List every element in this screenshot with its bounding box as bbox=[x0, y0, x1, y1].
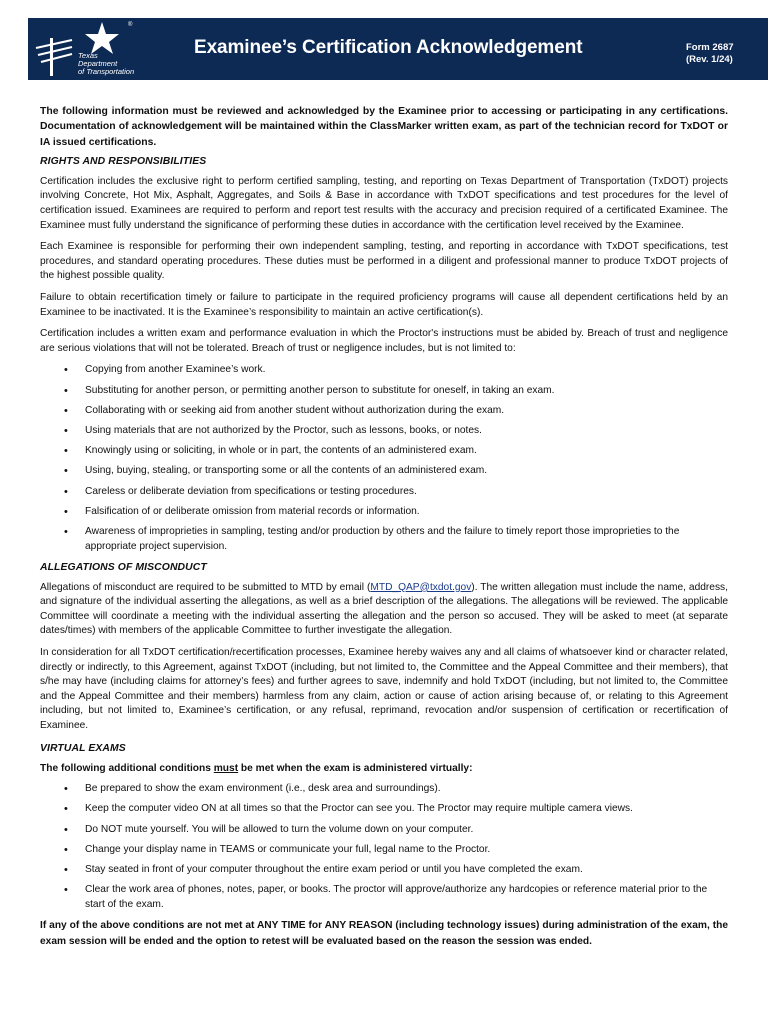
email-link[interactable]: MTD_QAP@txdot.gov bbox=[370, 581, 472, 593]
final-warning: If any of the above conditions are not met at ANY TIME for ANY REASON (including technology issues) during administration of the exam, the exam session will be ended and the option to retest will be evaluated based on the reason the session was ended. bbox=[40, 920, 728, 947]
list-item: • Collaborating with or seeking aid from another student without authorization during the exam. bbox=[40, 404, 728, 419]
list-item: • Careless or deliberate deviation from specifications or testing procedures. bbox=[40, 485, 728, 500]
list-item: • Falsification of or deliberate omission from material records or information. bbox=[40, 505, 728, 520]
misconduct-paragraph-2: In consideration for all TxDOT certification/recertification processes, Examinee hereby waives any and all claims of whatsoever kind or character related, directly or indirectly, to this Agreement, against TxDOT (including, but not limited to, the Committee and the Appeal Committee and their members), that s/he may have (including claims for attorney’s fees) and further agrees to save, indemnify and hold TxDOT (including, but not limited to, the Committee and the Appeal Committee and their members) harmless from any claim, action or cause of action arising because of, or relating to this Agreement including, but not limited to, Examinee’s certification, or any refusal, reprimand, revocation and/or suspension of certification or recertification of Examinee. bbox=[40, 647, 728, 732]
list-item: • Be prepared to show the exam environment (i.e., desk area and surroundings). bbox=[40, 782, 728, 797]
form-number bbox=[686, 42, 734, 66]
breach-list bbox=[40, 363, 728, 554]
lead-before: The following additional conditions bbox=[40, 762, 214, 774]
list-item: • Using materials that are not authorized by the Proctor, such as lessons, books, or notes. bbox=[40, 424, 728, 439]
registered-mark: ® bbox=[128, 22, 133, 28]
lead-after: be met when the exam is administered virtually: bbox=[238, 762, 473, 774]
rights-paragraph-4: Certification includes a written exam and performance evaluation in which the Proctor's instructions must be abided by. Breach of trust and negligence are serious violations that will not be tolerated. Breach of trust or negligence includes, but is not limited to: bbox=[40, 328, 728, 354]
form-id: Form 2687 bbox=[686, 42, 734, 53]
virtual-conditions-list bbox=[40, 782, 728, 912]
list-item: • Awareness of improprieties in sampling, testing and/or production by others and the failure to timely report those improprieties to the appropriate project supervision. bbox=[40, 525, 728, 554]
list-item: • Keep the computer video ON at all times so that the Proctor can see you. The Proctor may require multiple camera views. bbox=[40, 802, 728, 817]
txdot-logo bbox=[28, 18, 138, 80]
list-item: • Clear the work area of phones, notes, paper, or books. The proctor will approve/authorize any hardcopies or reference material prior to the start of the exam. bbox=[40, 883, 728, 912]
misconduct-heading: ALLEGATIONS OF MISCONDUCT bbox=[40, 561, 207, 573]
page-title: Examinee’s Certification Acknowledgement bbox=[194, 37, 583, 58]
list-item: • Substituting for another person, or permitting another person to substitute for oneself, in taking an exam. bbox=[40, 384, 728, 399]
logo-wordmark bbox=[78, 52, 134, 76]
lead-must: must bbox=[213, 762, 239, 774]
logo-line-3: of Transportation bbox=[78, 67, 135, 76]
form-revision: (Rev. 1/24) bbox=[686, 54, 733, 65]
list-item: • Using, buying, stealing, or transporting some or all the contents of an administered exam. bbox=[40, 464, 728, 479]
virtual-heading: VIRTUAL EXAMS bbox=[40, 742, 126, 754]
rights-paragraph-2: Each Examinee is responsible for performing their own independent sampling, testing, and reporting in accordance with TxDOT specifications, test procedures, and standard operating procedures. These duties must be performed in a diligent and professional manner to produce TxDOT projects of the highest possible quality. bbox=[40, 241, 728, 282]
rights-heading: RIGHTS AND RESPONSIBILITIES bbox=[40, 155, 207, 167]
misconduct-paragraph-1 bbox=[40, 581, 728, 639]
logo-line-2: Department bbox=[78, 59, 118, 68]
misconduct-text-before: Allegations of misconduct are required to be submitted to MTD by email ( bbox=[40, 581, 371, 593]
document-body bbox=[40, 104, 728, 949]
list-item: • Do NOT mute yourself. You will be allowed to turn the volume down on your computer. bbox=[40, 823, 728, 838]
rights-paragraph-1: Certification includes the exclusive right to perform certified sampling, testing, and reporting on Texas Department of Transportation (TxDOT) projects involving Concrete, Hot Mix, Asphalt, Aggregates, and Soils & Base in accordance with TxDOT specifications and test procedures for the level of certification issued. Examinees are required to perform and report test results with the accuracy and precision required of a certificated Examinee. The Examinee must fully understand the significance of performing these duties in accordance with the certification level received by the Examinee. bbox=[40, 175, 728, 231]
rights-paragraph-3: Failure to obtain recertification timely or failure to participate in the required proficiency programs will cause all dependent certifications held by an Examinee to be inactivated. It is the Examinee’s responsibility to maintain an active certification(s). bbox=[40, 292, 728, 318]
list-item: • Stay seated in front of your computer throughout the entire exam period or until you have completed the exam. bbox=[40, 863, 728, 878]
list-item: • Change your display name in TEAMS or communicate your full, legal name to the Proctor. bbox=[40, 843, 728, 858]
logo-line-1: Texas bbox=[78, 51, 98, 60]
virtual-lead bbox=[40, 762, 728, 777]
list-item: • Knowingly using or soliciting, in whole or in part, the contents of an administered exam. bbox=[40, 444, 728, 459]
list-item: • Copying from another Examinee’s work. bbox=[40, 363, 728, 378]
misconduct-text-after: ). The written allegation must include the name, address, and signature of the individual asserting the allegations, as well as a brief description of the allegations. The allegations will be reviewed. The applicable Committee will coordinate a meeting with the individual asserting the allegation and the person so accused. They will be asked to meet (at separate dates/times) with members of the applicable Committee to further investigate the allegation. bbox=[40, 581, 728, 637]
intro-paragraph: The following information must be reviewed and acknowledged by the Examinee prior to accessing or participating in any certifications. Documentation of acknowledgement will be maintained within the ClassMarker written exam, as part of the technician record for TxDOT or IA issued certifications. bbox=[40, 106, 728, 148]
